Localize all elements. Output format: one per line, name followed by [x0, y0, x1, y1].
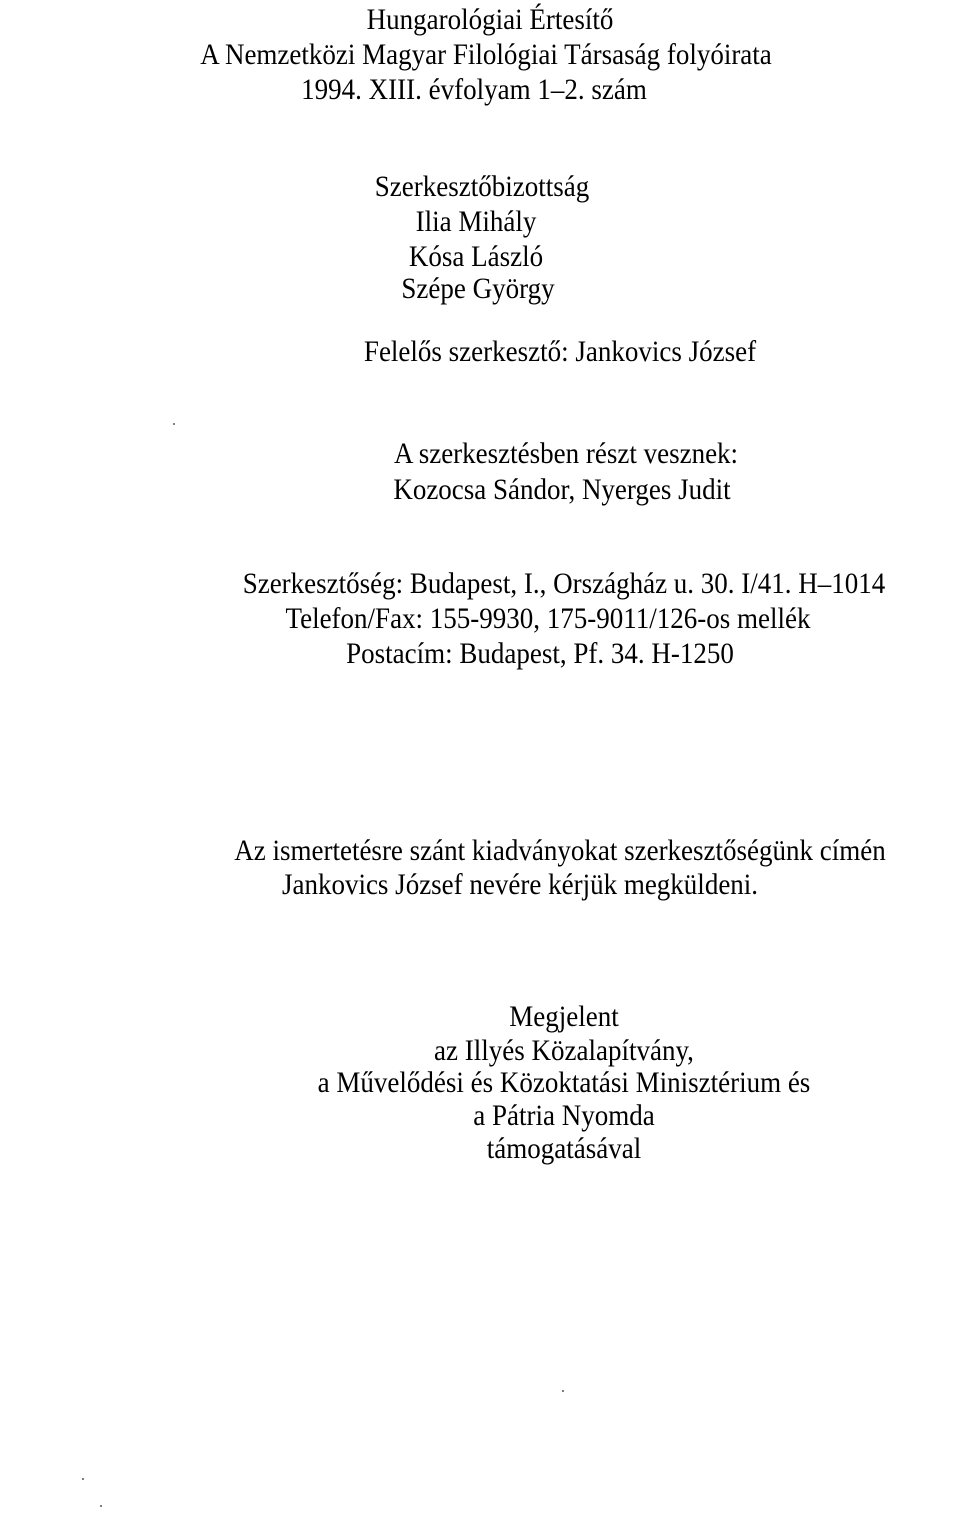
sponsors-line: Megjelent: [509, 1000, 619, 1033]
scan-speck: [173, 423, 175, 425]
journal-subtitle: A Nemzetközi Magyar Filológiai Társaság folyóirata: [200, 38, 772, 71]
notice-line: Az ismertetésre szánt kiadványokat szerkesztőségünk címén: [234, 834, 886, 867]
notice-line: Jankovics József nevére kérjük megküldeni.: [281, 868, 759, 901]
contributors-heading: A szerkesztésben részt vesznek:: [393, 437, 739, 470]
sponsors-line: az Illyés Közalapítvány,: [434, 1034, 694, 1067]
board-member: Ilia Mihály: [415, 205, 537, 238]
sponsors-line: a Pátria Nyomda: [473, 1099, 655, 1132]
board-member: Kósa László: [408, 240, 544, 273]
contributors-names: Kozocsa Sándor, Nyerges Judit: [393, 473, 731, 506]
scan-speck: [562, 1390, 564, 1392]
board-member: Szépe György: [401, 272, 555, 305]
office-postal: Postacím: Budapest, Pf. 34. H-1250: [346, 637, 734, 670]
issue-info: 1994. XIII. évfolyam 1–2. szám: [301, 73, 647, 106]
scan-speck: [82, 1478, 84, 1480]
sponsors-line: a Művelődési és Közoktatási Minisztérium és: [317, 1066, 811, 1099]
office-phone: Telefon/Fax: 155-9930, 175-9011/126-os mellék: [285, 602, 811, 635]
sponsors-line: támogatásával: [486, 1132, 642, 1165]
office-address: Szerkesztőség: Budapest, I., Országház u. 30. I/41. H–1014: [242, 567, 886, 600]
scan-speck: [100, 1505, 102, 1507]
board-heading: Szerkesztőbizottság: [374, 170, 590, 203]
journal-title: Hungarológiai Értesítő: [366, 3, 614, 36]
responsible-editor: Felelős szerkesztő: Jankovics József: [363, 335, 757, 368]
